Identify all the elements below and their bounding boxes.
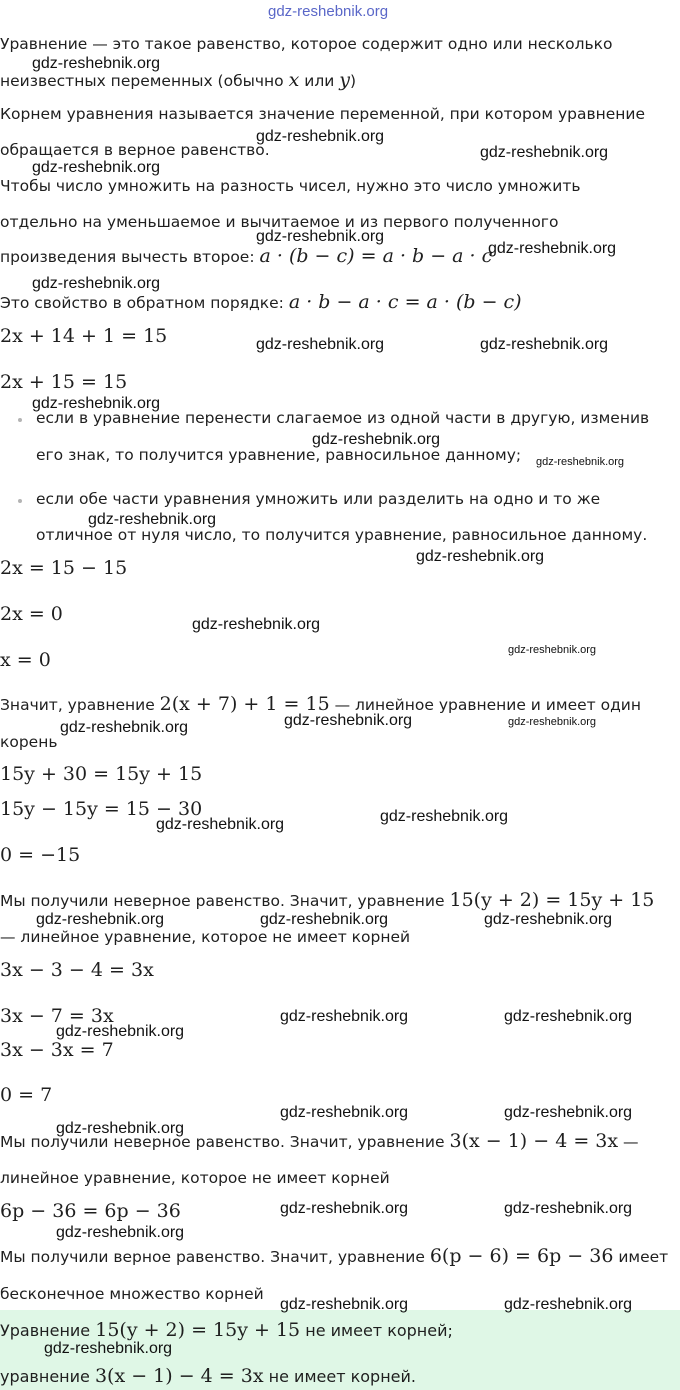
root-definition-line-2: обращается в верное равенство. [0, 141, 270, 159]
watermark: gdz-reshebnik.org [260, 911, 389, 928]
solution-c-conclusion: Мы получили неверное равенство. Значит, уравнение 3(x − 1) − 4 = 3x — [0, 1130, 639, 1152]
watermark: gdz-reshebnik.org [256, 228, 385, 245]
equation-definition-line-1: Уравнение — это такое равенство, которое содержит одно или несколько [0, 35, 613, 53]
solution-a-step-3: 2x = 15 − 15 [0, 557, 128, 579]
bullet-icon [18, 418, 22, 422]
solution-b-step-2: 15y − 15y = 15 − 30 [0, 798, 203, 820]
rule-2-line-1: если обе части уравнения умножить или разделить на одно и то же [36, 490, 601, 508]
site-watermark-header[interactable]: gdz-reshebnik.org [268, 3, 389, 20]
watermark: gdz-reshebnik.org [504, 1200, 633, 1217]
watermark: gdz-reshebnik.org [192, 616, 321, 633]
watermark: gdz-reshebnik.org [536, 456, 625, 468]
bullet-icon [18, 499, 22, 503]
solution-a-conclusion-equation: 2(x + 7) + 1 = 15 [159, 693, 330, 715]
variable-x: x [288, 69, 300, 91]
solution-a-conclusion: Значит, уравнение 2(x + 7) + 1 = 15 — линейное уравнение и имеет один [0, 693, 642, 715]
solution-d-conclusion-line-2: бесконечное множество корней [0, 1285, 264, 1303]
watermark: gdz-reshebnik.org [504, 1008, 633, 1025]
answer-equation-2: 3(x − 1) − 4 = 3x [94, 1365, 264, 1387]
solution-a-step-5: x = 0 [0, 649, 51, 671]
root-definition-line-1: Корнем уравнения называется значение переменной, при котором уравнение [0, 105, 645, 123]
watermark: gdz-reshebnik.org [504, 1104, 633, 1121]
watermark: gdz-reshebnik.org [280, 1104, 409, 1121]
watermark: gdz-reshebnik.org [416, 548, 545, 565]
watermark: gdz-reshebnik.org [32, 275, 161, 292]
watermark: gdz-reshebnik.org [32, 55, 161, 72]
rule-1-line-1: если в уравнение перенести слагаемое из одной части в другую, изменив [36, 409, 650, 427]
watermark: gdz-reshebnik.org [284, 712, 413, 729]
watermark: gdz-reshebnik.org [280, 1296, 409, 1313]
watermark: gdz-reshebnik.org [88, 511, 217, 528]
reverse-property-line: Это свойство в обратном порядке: a · b − a · c = a · (b − c) [0, 291, 522, 313]
watermark: gdz-reshebnik.org [44, 1340, 173, 1357]
watermark: gdz-reshebnik.org [156, 816, 285, 833]
solution-d-step-1: 6p − 36 = 6p − 36 [0, 1200, 181, 1222]
solution-c-step-1: 3x − 3 − 4 = 3x [0, 959, 154, 981]
watermark: gdz-reshebnik.org [280, 1200, 409, 1217]
watermark: gdz-reshebnik.org [480, 336, 609, 353]
watermark: gdz-reshebnik.org [56, 1023, 185, 1040]
watermark: gdz-reshebnik.org [32, 395, 161, 412]
solution-c-step-4: 0 = 7 [0, 1084, 53, 1106]
rule-2-line-2: отличное от нуля число, то получится уравнение, равносильное данному. [36, 526, 648, 544]
solution-b-conclusion-equation: 15(y + 2) = 15y + 15 [449, 889, 655, 911]
watermark: gdz-reshebnik.org [32, 159, 161, 176]
watermark: gdz-reshebnik.org [380, 808, 509, 825]
solution-c-step-3: 3x − 3x = 7 [0, 1039, 114, 1061]
watermark: gdz-reshebnik.org [36, 911, 165, 928]
watermark: gdz-reshebnik.org [280, 1008, 409, 1025]
solution-b-conclusion: Мы получили неверное равенство. Значит, уравнение 15(y + 2) = 15y + 15 [0, 889, 655, 911]
watermark: gdz-reshebnik.org [480, 144, 609, 161]
equation-definition-line-2: неизвестных переменных (обычно x или y) [0, 69, 357, 91]
distributive-formula: a · (b − c) = a · b − a · c [259, 245, 493, 267]
watermark: gdz-reshebnik.org [60, 719, 189, 736]
watermark: gdz-reshebnik.org [508, 644, 597, 656]
solution-b-step-3: 0 = −15 [0, 844, 81, 866]
answer-line-2: уравнение 3(x − 1) − 4 = 3x не имеет корней. [0, 1365, 416, 1387]
solution-c-conclusion-line-2: линейное уравнение, которое не имеет корней [0, 1169, 390, 1187]
solution-a-step-4: 2x = 0 [0, 603, 63, 625]
distributive-rule-line-1: Чтобы число умножить на разность чисел, нужно это число умножить [0, 177, 581, 195]
solution-d-conclusion: Мы получили верное равенство. Значит, уравнение 6(p − 6) = 6p − 36 имеет [0, 1245, 669, 1267]
watermark: gdz-reshebnik.org [256, 336, 385, 353]
distributive-rule-line-2: отдельно на уменьшаемое и вычитаемое и из первого полученного [0, 213, 559, 231]
answer-equation-1: 15(y + 2) = 15y + 15 [95, 1319, 301, 1341]
watermark: gdz-reshebnik.org [508, 716, 597, 728]
watermark: gdz-reshebnik.org [256, 128, 385, 145]
rule-1-line-2: его знак, то получится уравнение, равносильное данному; [36, 446, 522, 464]
watermark: gdz-reshebnik.org [488, 240, 617, 257]
solution-c-conclusion-equation: 3(x − 1) − 4 = 3x [449, 1130, 619, 1152]
watermark: gdz-reshebnik.org [484, 911, 613, 928]
distributive-rule-line-3: произведения вычесть второе: a · (b − c) = a · b − a · c [0, 245, 493, 267]
solution-b-step-1: 15y + 30 = 15y + 15 [0, 763, 203, 785]
answer-line-1: Уравнение 15(y + 2) = 15y + 15 не имеет корней; [0, 1319, 453, 1341]
solution-a-conclusion-line-2: корень [0, 733, 58, 751]
variable-y: y [339, 69, 350, 91]
watermark: gdz-reshebnik.org [56, 1120, 185, 1137]
solution-c-step-2: 3x − 7 = 3x [0, 1005, 114, 1027]
solution-a-step-2: 2x + 15 = 15 [0, 371, 128, 393]
solution-b-conclusion-line-2: — линейное уравнение, которое не имеет корней [0, 928, 411, 946]
solution-d-conclusion-equation: 6(p − 6) = 6p − 36 [429, 1245, 614, 1267]
solution-a-step-1: 2x + 14 + 1 = 15 [0, 325, 168, 347]
watermark: gdz-reshebnik.org [312, 431, 441, 448]
reverse-formula: a · b − a · c = a · (b − c) [288, 291, 522, 313]
watermark: gdz-reshebnik.org [56, 1224, 185, 1241]
watermark: gdz-reshebnik.org [504, 1296, 633, 1313]
